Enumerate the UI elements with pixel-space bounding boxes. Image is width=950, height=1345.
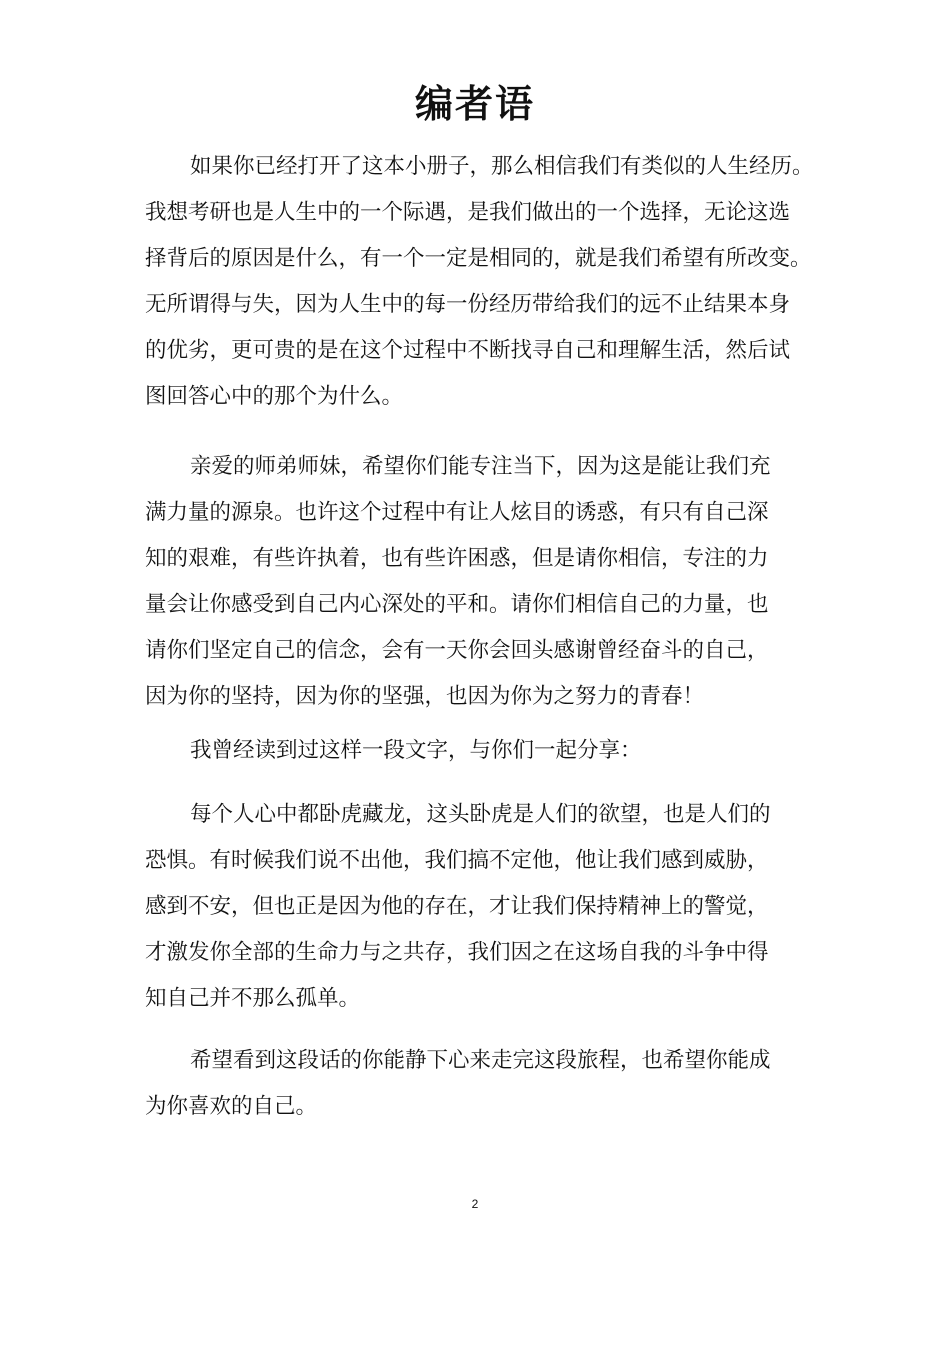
paragraph-2-line-5: 请你们坚定自己的信念，会有一天你会回头感谢曾经奋斗的自己， (145, 638, 769, 663)
paragraph-1-line-5: 的优劣，更可贵的是在这个过程中不断找寻自己和理解生活，然后试 (145, 338, 791, 363)
paragraph-2-line-6: 因为你的坚持，因为你的坚强，也因为你为之努力的青春！ (145, 684, 705, 709)
paragraph-1-line-3: 择背后的原因是什么，有一个一定是相同的，就是我们希望有所改变。 (145, 246, 812, 271)
paragraph-1-line-6: 图回答心中的那个为什么。 (145, 384, 404, 409)
paragraph-2-line-3: 知的艰难，有些许执着，也有些许困惑，但是请你相信，专注的力 (145, 546, 769, 571)
paragraph-1-line-2: 我想考研也是人生中的一个际遇，是我们做出的一个选择，无论这选 (145, 200, 791, 225)
paragraph-5-line-2: 为你喜欢的自己。 (145, 1094, 318, 1119)
paragraph-1-line-1: 如果你已经打开了这本小册子，那么相信我们有类似的人生经历。 (190, 154, 814, 179)
paragraph-2-line-1: 亲爱的师弟师妹，希望你们能专注当下，因为这是能让我们充 (190, 454, 771, 479)
paragraph-1-line-4: 无所谓得与失，因为人生中的每一份经历带给我们的远不止结果本身 (145, 292, 791, 317)
paragraph-2-line-4: 量会让你感受到自己内心深处的平和。请你们相信自己的力量，也 (145, 592, 769, 617)
paragraph-4-line-5: 知自己并不那么孤单。 (145, 986, 361, 1011)
paragraph-3-line-1: 我曾经读到过这样一段文字，与你们一起分享： (190, 738, 642, 763)
paragraph-4-line-3: 感到不安，但也正是因为他的存在，才让我们保持精神上的警觉， (145, 894, 769, 919)
paragraph-2-line-2: 满力量的源泉。也许这个过程中有让人炫目的诱惑，有只有自己深 (145, 500, 769, 525)
page-title: 编者语 (414, 82, 535, 126)
paragraph-4-line-2: 恐惧。有时候我们说不出他，我们搞不定他，他让我们感到威胁， (145, 848, 769, 873)
paragraph-4-line-1: 每个人心中都卧虎藏龙，这头卧虎是人们的欲望，也是人们的 (190, 802, 771, 827)
page-number: 2 (471, 1197, 479, 1211)
paragraph-5-line-1: 希望看到这段话的你能静下心来走完这段旅程，也希望你能成 (190, 1048, 771, 1073)
paragraph-4-line-4: 才激发你全部的生命力与之共存，我们因之在这场自我的斗争中得 (145, 940, 769, 965)
